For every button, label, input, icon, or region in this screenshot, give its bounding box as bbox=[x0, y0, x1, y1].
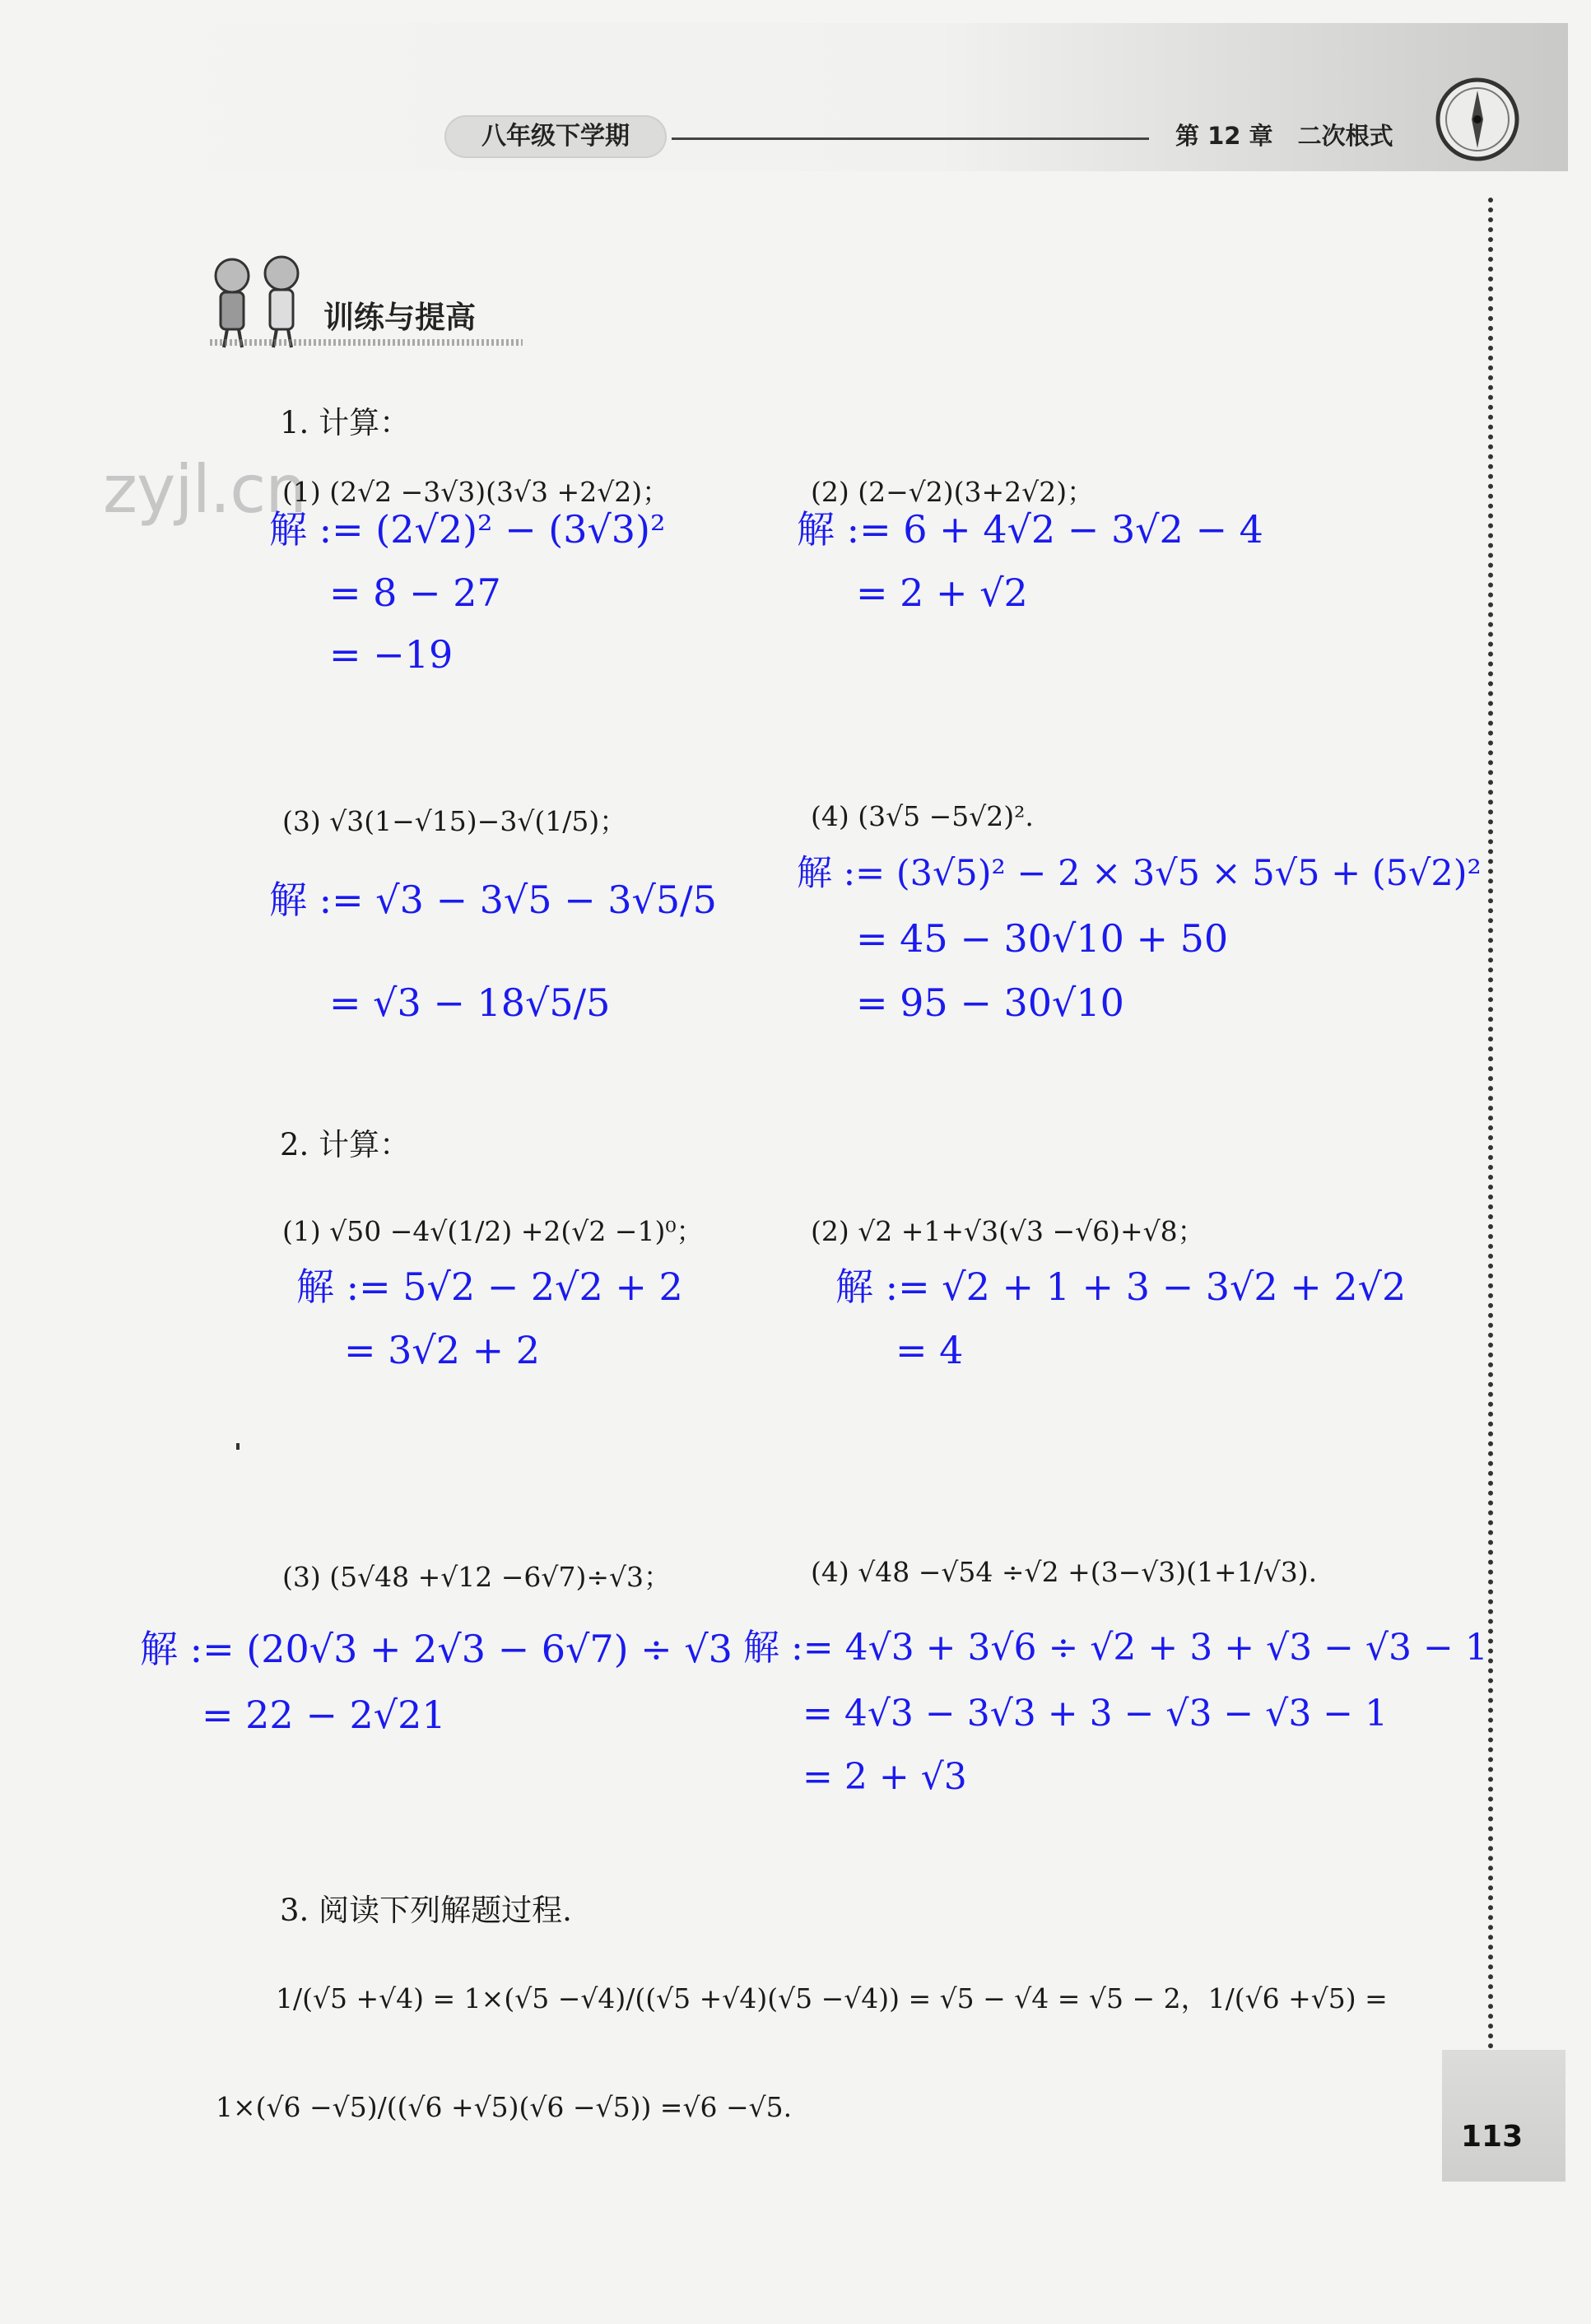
q2-problem-4: (4) √48 −√54 ÷√2 +(3−√3)(1+1/√3). bbox=[811, 1556, 1318, 1588]
q1-solution-3-line-1: 解 := √3 − 3√5 − 3√5/5 bbox=[269, 878, 717, 922]
page-number: 113 bbox=[1461, 2120, 1524, 2154]
q2-solution-1-line-1: 解 := 5√2 − 2√2 + 2 bbox=[296, 1264, 683, 1309]
header-rule bbox=[672, 137, 1149, 140]
section-underline bbox=[210, 339, 523, 346]
q1-solution-4-line-1: 解 := (3√5)² − 2 × 3√5 × 5√5 + (5√2)² bbox=[797, 853, 1482, 894]
q1-problem-4: (4) (3√5 −5√2)². bbox=[811, 800, 1034, 832]
q2-heading: 2. 计算： bbox=[280, 1127, 411, 1162]
grade-label: 八年级下学期 bbox=[444, 115, 667, 158]
q1-solution-2-line-2: = 2 + √2 bbox=[856, 571, 1028, 615]
page-number-tab bbox=[1442, 2050, 1565, 2182]
q1-problem-2: (2) (2−√2)(3+2√2)； bbox=[811, 476, 1095, 508]
q2-solution-1-line-2: = 3√2 + 2 bbox=[344, 1328, 541, 1372]
q2-solution-2-line-1: 解 := √2 + 1 + 3 − 3√2 + 2√2 bbox=[835, 1264, 1407, 1309]
q1-problem-1: (1) (2√2 −3√3)(3√3 +2√2)； bbox=[282, 476, 670, 508]
q2-solution-2-line-2: = 4 bbox=[896, 1328, 964, 1372]
chapter-title: 二次根式 bbox=[1297, 122, 1393, 150]
q2-solution-4-line-2: = 4√3 − 3√3 + 3 − √3 − √3 − 1 bbox=[802, 1693, 1389, 1735]
q2-problem-1: (1) √50 −4√(1/2) +2(√2 −1)⁰； bbox=[282, 1215, 704, 1247]
q1-solution-1-line-1: 解 := (2√2)² − (3√3)² bbox=[269, 507, 666, 552]
q1-solution-3-line-2: = √3 − 18√5/5 bbox=[329, 980, 611, 1025]
chapter-number: 第 12 章 bbox=[1175, 122, 1273, 150]
chapter-heading bbox=[1175, 118, 1393, 151]
q1-solution-4-line-2: = 45 − 30√10 + 50 bbox=[856, 916, 1229, 961]
q3-line-2: 1×(√6 −√5)/((√6 +√5)(√6 −√5)) =√6 −√5. bbox=[216, 2091, 793, 2123]
q1-heading: 1. 计算： bbox=[280, 405, 411, 440]
compass-icon bbox=[1432, 74, 1523, 165]
q1-solution-1-line-3: = −19 bbox=[329, 632, 454, 677]
page-dotted-border bbox=[1488, 198, 1493, 2050]
q1-solution-2-line-1: 解 := 6 + 4√2 − 3√2 − 4 bbox=[797, 507, 1263, 552]
q1-problem-3: (3) √3(1−√15)−3√(1/5)； bbox=[282, 805, 627, 837]
stray-mark bbox=[236, 1443, 240, 1450]
q2-problem-3: (3) (5√48 +√12 −6√7)÷√3； bbox=[282, 1561, 671, 1593]
q2-solution-3-line-2: = 22 − 2√21 bbox=[202, 1693, 446, 1737]
q1-solution-4-line-3: = 95 − 30√10 bbox=[856, 980, 1124, 1025]
q2-solution-4-line-3: = 2 + √3 bbox=[802, 1756, 967, 1798]
q1-solution-1-line-2: = 8 − 27 bbox=[329, 571, 501, 615]
section-title: 训练与提高 bbox=[323, 300, 476, 335]
q2-problem-2: (2) √2 +1+√3(√3 −√6)+√8； bbox=[811, 1215, 1205, 1247]
watermark: zyjl.cn bbox=[103, 451, 306, 528]
q2-solution-3-line-1: 解 := (20√3 + 2√3 − 6√7) ÷ √3 bbox=[140, 1627, 733, 1671]
q2-solution-4-line-1: 解 := 4√3 + 3√6 ÷ √2 + 3 + √3 − √3 − 1 bbox=[743, 1627, 1488, 1669]
q3-heading: 3. 阅读下列解题过程. bbox=[280, 1893, 572, 1928]
q3-line-1: 1/(√5 +√4) = 1×(√5 −√4)/((√5 +√4)(√5 −√4)) = √5 − √4 = √5 − 2，1/(√6 +√5) = bbox=[276, 1982, 1388, 2014]
